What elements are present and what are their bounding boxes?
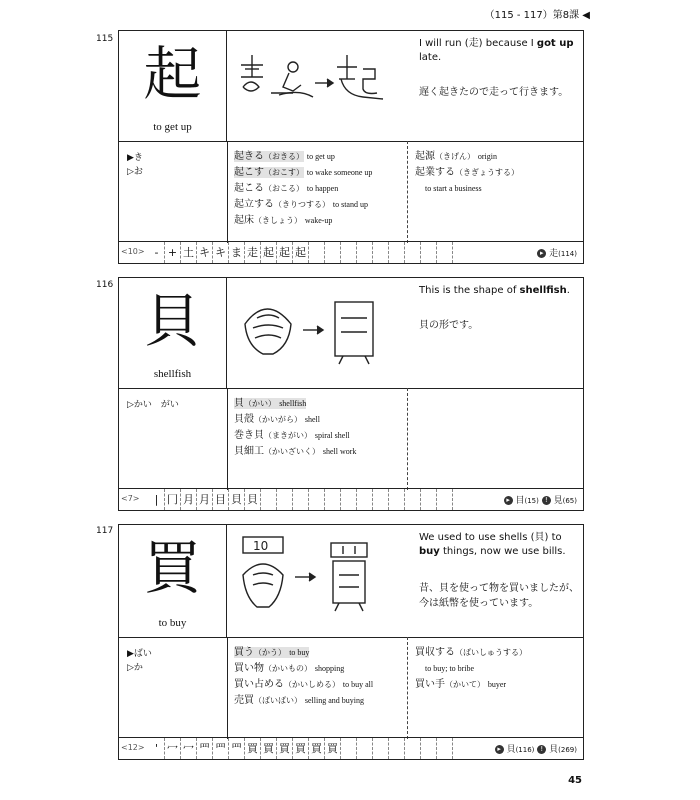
kanji-entry <box>118 277 584 511</box>
kanji-box <box>119 525 227 637</box>
stroke-cell-empty <box>389 242 405 263</box>
kanji-origin-illustration <box>231 284 413 368</box>
page-header: （115 - 117）第8課 ◀ <box>484 10 590 21</box>
vocab-item: 起床（きしょう） wake-up <box>234 215 333 226</box>
ref-kanji: 見 <box>553 496 563 506</box>
vocab-item: 貝（かい） shellfish <box>234 398 307 409</box>
stroke-cell-empty <box>341 242 357 263</box>
stroke-cell: 起 <box>261 242 277 263</box>
vocab-item: to buy; to bribe <box>425 664 475 673</box>
kanji-meaning: shellfish <box>153 368 192 380</box>
stroke-cell: 月 <box>181 489 197 510</box>
kanji-references <box>495 742 577 755</box>
vocab-item: 起源（きげん） origin <box>415 151 497 162</box>
reading-on: ▶ばい <box>127 649 152 659</box>
vocab-item: to start a business <box>425 184 482 193</box>
stroke-cell-empty <box>437 489 453 510</box>
column-divider <box>227 388 228 490</box>
stroke-cell-empty <box>405 489 421 510</box>
stroke-order-row <box>119 488 583 510</box>
stroke-cell: 買 <box>309 738 325 759</box>
stroke-cell-empty <box>357 489 373 510</box>
explanation-text-end: things, now we use bills. <box>439 546 566 557</box>
kanji-origin-illustration <box>231 37 413 121</box>
reading-kun: ▷か <box>127 663 143 673</box>
stroke-cell-empty <box>373 738 389 759</box>
big-kanji: 貝 <box>143 287 202 355</box>
kanji-entry <box>118 524 584 760</box>
explanation-text: I will run (走) because I <box>419 38 537 49</box>
stroke-cell-empty <box>421 738 437 759</box>
stroke-cell: 買 <box>245 738 261 759</box>
stroke-cell: 土 <box>181 242 197 263</box>
stroke-cell: 冂 <box>165 489 181 510</box>
stroke-cell-empty <box>261 489 277 510</box>
vocab-item: 起こる（おこる） to happen <box>234 183 339 194</box>
ref-kanji-number: (15) <box>524 497 539 505</box>
explanation-english <box>419 37 579 65</box>
ref-kanji-number: (269) <box>558 746 577 754</box>
stroke-cell-empty <box>309 489 325 510</box>
kanji-box <box>119 278 227 388</box>
stroke-count: <7> <box>121 494 140 503</box>
vocab-item: 起こす（おこす） to wake someone up <box>234 167 373 178</box>
stroke-cell: 罒 <box>229 738 245 759</box>
kanji-origin-illustration <box>231 531 413 615</box>
explanation-bold: shellfish <box>519 285 567 296</box>
stroke-count: <12> <box>121 743 145 752</box>
stroke-cell: キ <box>213 242 229 263</box>
ref-kanji: 貝 <box>549 745 559 755</box>
vocab-item: 買収する（ばいしゅうする） <box>415 647 527 658</box>
stroke-cell-empty <box>389 489 405 510</box>
stroke-cell: 冖 <box>181 738 197 759</box>
explanation-japanese: 昔、貝を使って物を買いましたが、今は紙幣を使っています。 <box>419 583 579 609</box>
explanation-bold: got up <box>536 38 574 49</box>
stroke-cell: 罒 <box>213 738 229 759</box>
vocab-item: 貝殻（かいがら） shell <box>234 414 320 425</box>
stroke-cell: 目 <box>213 489 229 510</box>
stroke-cell: 貝 <box>245 489 261 510</box>
stroke-count: <10> <box>121 247 145 256</box>
readings <box>127 398 179 412</box>
explanation-english <box>419 284 579 298</box>
stroke-cell-empty <box>373 242 389 263</box>
explanation-english <box>419 531 579 559</box>
stroke-cell-empty <box>325 242 341 263</box>
ref-kanji: 目 <box>515 496 525 506</box>
stroke-cell: 起 <box>293 242 309 263</box>
related-kanji-icon: ▸ <box>495 745 504 754</box>
column-divider-dashed <box>407 637 408 739</box>
vocab-list <box>234 396 356 460</box>
column-divider <box>227 637 228 739</box>
warning-kanji-icon: ! <box>537 745 546 754</box>
ref-kanji-number: (65) <box>562 497 577 505</box>
explanation-japanese: 貝の形です。 <box>419 320 479 331</box>
stroke-cell-empty <box>405 242 421 263</box>
stroke-cell: 罒 <box>197 738 213 759</box>
column-divider <box>227 141 228 243</box>
vocab-list-right <box>415 149 519 197</box>
svg-text:10: 10 <box>253 539 269 553</box>
vocab-item: 起きる（おきる） to get up <box>234 151 335 162</box>
stroke-cell: | <box>149 489 165 510</box>
entry-number: 115 <box>96 34 114 44</box>
warning-kanji-icon: ! <box>542 496 551 505</box>
stroke-cell-empty <box>373 489 389 510</box>
explanation-text: We used to use shells (貝) to <box>419 532 562 543</box>
stroke-cell: 起 <box>277 242 293 263</box>
stroke-cell: 買 <box>325 738 341 759</box>
reading-on: ▷かい がい <box>127 400 179 410</box>
kanji-entry <box>118 30 584 264</box>
vocab-list <box>234 149 372 229</box>
vocab-item: 買い占める（かいしめる） to buy all <box>234 679 374 690</box>
kanji-box <box>119 31 227 141</box>
vocab-list <box>234 645 373 709</box>
kanji-references <box>504 493 577 506</box>
related-kanji-icon: ▸ <box>537 249 546 258</box>
ref-kanji: 貝 <box>506 745 516 755</box>
stroke-order-row <box>119 241 583 263</box>
reading-kun: ▶き <box>127 153 143 163</box>
ref-kanji-number: (116) <box>515 746 535 754</box>
stroke-cell: 買 <box>261 738 277 759</box>
vocab-item: 起立する（きりつする） to stand up <box>234 199 368 210</box>
vocab-item: 巻き貝（まきがい） spiral shell <box>234 430 350 441</box>
stroke-cell: 冖 <box>165 738 181 759</box>
stroke-order-row <box>119 737 583 759</box>
kanji-meaning: to get up <box>153 121 192 133</box>
stroke-cell: 走 <box>245 242 261 263</box>
entry-number: 117 <box>96 526 114 536</box>
stroke-cell: 買 <box>277 738 293 759</box>
explanation-text: This is the shape of <box>419 285 520 296</box>
explanation-text-end: . <box>566 285 570 296</box>
big-kanji: 買 <box>143 534 202 602</box>
vocab-list-right <box>415 645 527 693</box>
stroke-cell-empty <box>293 489 309 510</box>
stroke-cell: ま <box>229 242 245 263</box>
reading-on: ▷お <box>127 167 143 177</box>
stroke-cell-empty <box>325 489 341 510</box>
column-divider-dashed <box>407 141 408 243</box>
readings <box>127 647 152 675</box>
stroke-cell-empty <box>421 242 437 263</box>
stroke-cell-empty <box>389 738 405 759</box>
column-divider-dashed <box>407 388 408 490</box>
page-number: 45 <box>568 775 582 786</box>
stroke-cell: キ <box>197 242 213 263</box>
vocab-item: 買い物（かいもの） shopping <box>234 663 345 674</box>
stroke-cell-empty <box>421 489 437 510</box>
readings <box>127 151 143 179</box>
stroke-cell-empty <box>437 242 453 263</box>
big-kanji: 起 <box>143 40 202 108</box>
stroke-cell-empty <box>341 738 357 759</box>
ref-kanji-number: (114) <box>558 250 577 258</box>
entry-number: 116 <box>96 280 114 290</box>
explanation-text-end: late. <box>419 52 442 63</box>
stroke-cell-empty <box>309 242 325 263</box>
stroke-cell: ' <box>149 738 165 759</box>
stroke-cell-empty <box>357 738 373 759</box>
stroke-cell: + <box>165 242 181 263</box>
stroke-cell-empty <box>437 738 453 759</box>
ref-kanji: 走 <box>549 249 559 259</box>
stroke-cell-empty <box>357 242 373 263</box>
stroke-cell: - <box>149 242 165 263</box>
stroke-cell-empty <box>277 489 293 510</box>
vocab-item: 売買（ばいばい） selling and buying <box>234 695 364 706</box>
kanji-references <box>537 246 577 259</box>
vocab-item: 起業する（きぎょうする） <box>415 167 519 178</box>
vocab-item: 買い手（かいて） buyer <box>415 679 507 690</box>
stroke-cell: 買 <box>293 738 309 759</box>
explanation-japanese: 遅く起きたので走って行きます。 <box>419 87 569 98</box>
stroke-cell: 貝 <box>229 489 245 510</box>
related-kanji-icon: ▸ <box>504 496 513 505</box>
kanji-meaning: to buy <box>158 617 187 629</box>
stroke-cell-empty <box>341 489 357 510</box>
vocab-item: 買う（かう） to buy <box>234 647 310 658</box>
stroke-cell: 月 <box>197 489 213 510</box>
vocab-item: 貝細工（かいざいく） shell work <box>234 446 357 457</box>
stroke-cell-empty <box>405 738 421 759</box>
explanation-bold: buy <box>419 546 440 557</box>
